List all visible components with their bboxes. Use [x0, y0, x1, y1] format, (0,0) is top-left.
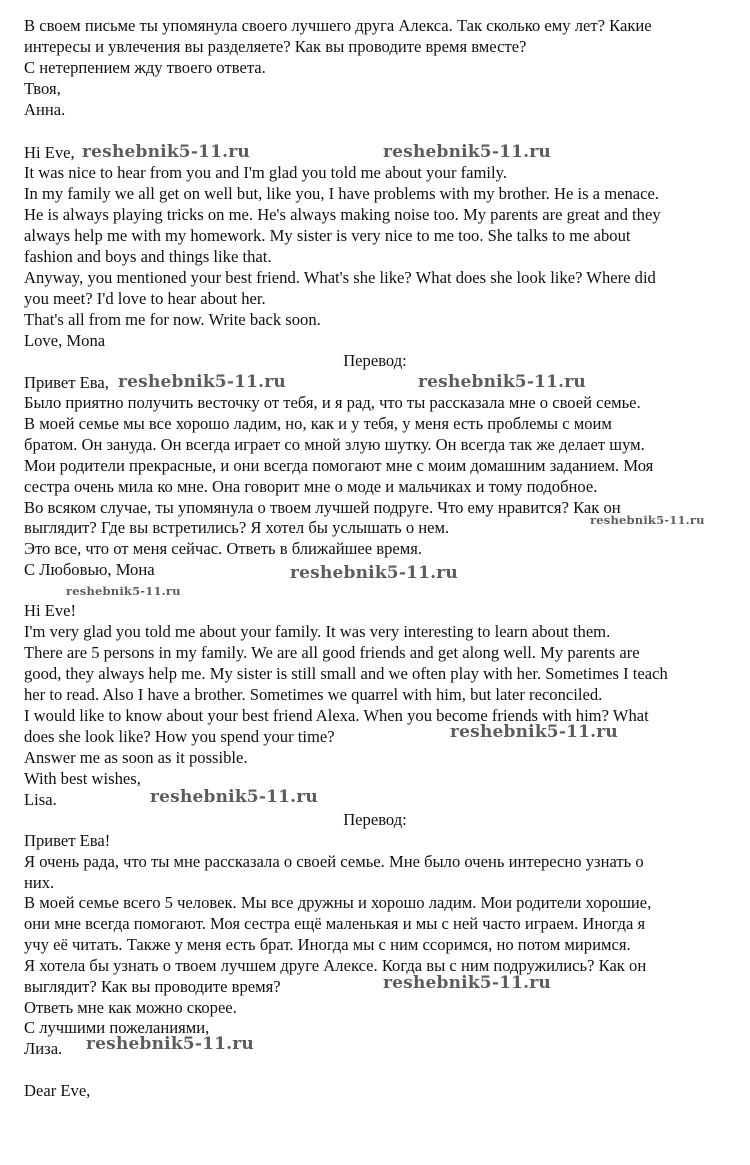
greeting: Hi Eve! — [24, 601, 77, 620]
text-line: fashion and boys and things like that. — [24, 247, 272, 266]
text-line: It was nice to hear from you and I'm glad you told me about your family. — [24, 163, 508, 182]
text-line: Я хотела бы узнать о твоем лучшем друге Алексе. Когда вы с ним подружились? Как он — [24, 956, 647, 975]
text-line: них. — [24, 873, 55, 892]
text-line: always help me with my homework. My sister is very nice to me too. She talks to me about — [24, 226, 631, 245]
watermark: reshebnik5-11.ru — [82, 142, 250, 162]
text-line: In my family we all get on well but, like you, I have problems with my brother. He is a menace. — [24, 184, 660, 203]
text-line: I would like to know about your best friend Alexa. When you become friends with him? What — [24, 706, 649, 725]
text-line: That's all from me for now. Write back soon. — [24, 310, 321, 329]
text-line: В моей семье мы все хорошо ладим, но, как и у тебя, у меня есть проблемы с моим — [24, 414, 612, 433]
closing-greeting: Dear Eve, — [24, 1081, 91, 1100]
text-line: I'm very glad you told me about your family. It was very interesting to learn about them. — [24, 622, 611, 641]
watermark: reshebnik5-11.ru — [383, 142, 551, 162]
text-line: С нетерпением жду твоего ответа. — [24, 58, 266, 77]
signature-line: Лиза. — [24, 1039, 63, 1058]
text-line: Мои родители прекрасные, и они всегда помогают мне с моим домашним заданием. Моя — [24, 456, 654, 475]
text-line: her to read. Also I have a brother. Sometimes we quarrel with him, but later reconciled. — [24, 685, 603, 704]
text-line: учу её читать. Также у меня есть брат. Иногда мы с ним ссоримся, но потом миримся. — [24, 935, 631, 954]
text-line: Answer me as soon as it possible. — [24, 748, 248, 767]
text-line: сестра очень мила ко мне. Она говорит мне о моде и мальчиках и тому подобное. — [24, 477, 598, 496]
text-line: выглядит? Где вы встретились? Я хотел бы услышать о нем. — [24, 518, 450, 537]
text-line: There are 5 persons in my family. We are all good friends and get along well. My parents are — [24, 643, 640, 662]
watermark: reshebnik5-11.ru — [290, 563, 458, 583]
greeting: Привет Ева! — [24, 831, 111, 850]
text-line: He is always playing tricks on me. He's always making noise too. My parents are great and they — [24, 205, 661, 224]
text-line: does she look like? How you spend your time? — [24, 727, 335, 746]
watermark: reshebnik5-11.ru — [150, 787, 318, 807]
text-line: выглядит? Как вы проводите время? — [24, 977, 281, 996]
watermark: reshebnik5-11.ru — [66, 584, 181, 598]
signature-line: Lisa. — [24, 790, 57, 809]
watermark: reshebnik5-11.ru — [450, 722, 618, 742]
text-line: В своем письме ты упомянула своего лучшего друга Алекса. Так сколько ему лет? Какие — [24, 16, 652, 35]
text-line: братом. Он зануда. Он всегда играет со мной злую шутку. Он всегда так же делает шум. — [24, 435, 645, 454]
text-line: они мне всегда помогают. Моя сестра ещё маленькая и мы с ней часто играем. Иногда я — [24, 914, 646, 933]
text-line: With best wishes, — [24, 769, 141, 788]
text-line: Во всяком случае, ты упомянула о твоем лучшей подруге. Что ему нравится? Как он — [24, 498, 621, 517]
text-line: good, they always help me. My sister is still small and we often play with her. Sometimes I teach — [24, 664, 668, 683]
watermark: reshebnik5-11.ru — [383, 973, 551, 993]
text-line: В моей семье всего 5 человек. Мы все дружны и хорошо ладим. Мои родители хорошие, — [24, 893, 652, 912]
translation-heading: Перевод: — [343, 351, 407, 370]
watermark: reshebnik5-11.ru — [86, 1034, 254, 1054]
text-line: интересы и увлечения вы разделяете? Как вы проводите время вместе? — [24, 37, 527, 56]
translation-heading: Перевод: — [343, 810, 407, 829]
watermark: reshebnik5-11.ru — [418, 372, 586, 392]
text-line: Было приятно получить весточку от тебя, и я рад, что ты рассказала мне о своей семье. — [24, 393, 641, 412]
text-line: Anyway, you mentioned your best friend. What's she like? What does she look like? Where did — [24, 268, 656, 287]
signature-line: С Любовью, Мона — [24, 560, 155, 579]
text-line: Это все, что от меня сейчас. Ответь в ближайшее время. — [24, 539, 423, 558]
watermark: reshebnik5-11.ru — [590, 513, 705, 527]
greeting: Hi Eve, — [24, 143, 75, 162]
text-line: Анна. — [24, 100, 66, 119]
text-line: С лучшими пожеланиями, — [24, 1018, 210, 1037]
text-line: Твоя, — [24, 79, 61, 98]
text-line: Ответь мне как можно скорее. — [24, 998, 237, 1017]
watermark: reshebnik5-11.ru — [118, 372, 286, 392]
text-line: you meet? I'd love to hear about her. — [24, 289, 266, 308]
greeting: Привет Ева, — [24, 373, 109, 392]
text-line: Я очень рада, что ты мне рассказала о своей семье. Мне было очень интересно узнать о — [24, 852, 644, 871]
signature-line: Love, Mona — [24, 331, 106, 350]
